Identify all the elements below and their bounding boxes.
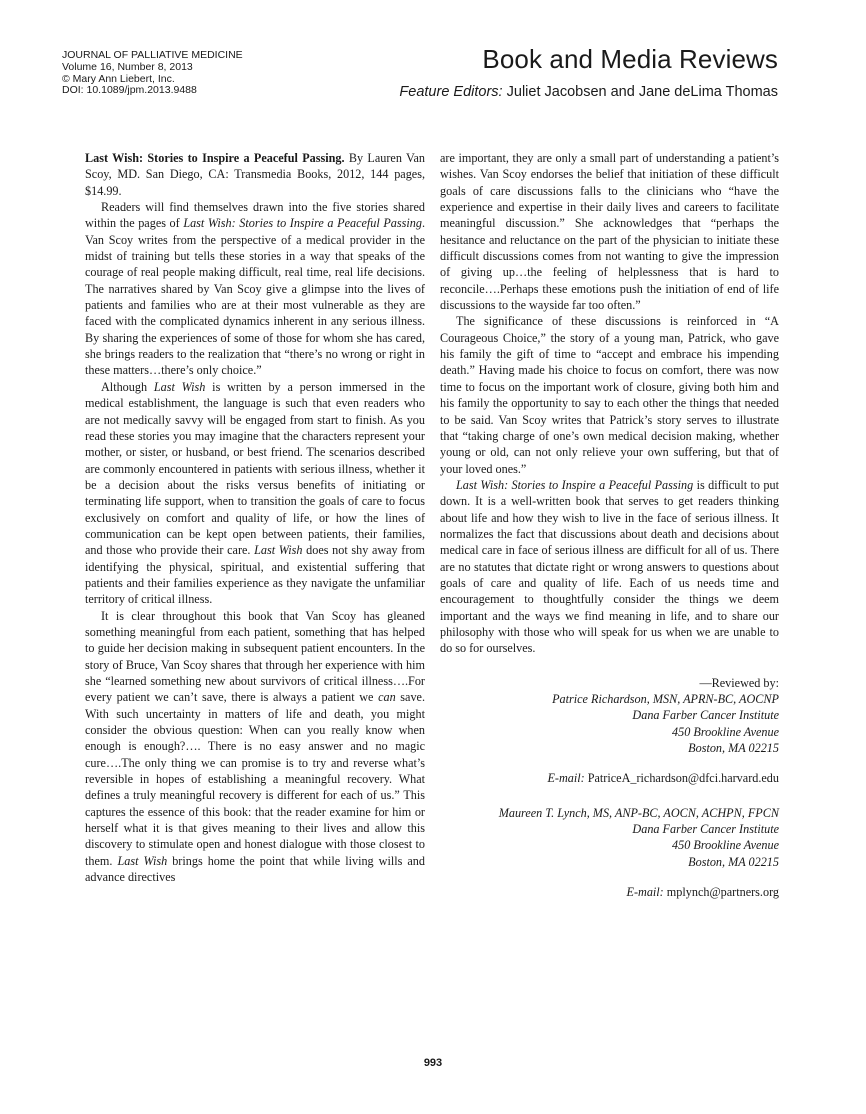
review-citation [85,150,425,199]
journal-volume: Volume 16, Number 8, 2013 [62,60,193,73]
page-number: 993 [423,1057,443,1069]
review-paragraph-3-continued: are important, they are only a small part of understanding a patient’s wishes. Van Scoy endorses the belief that initiation of these difficult goals of care discussions falls to the clinicians who “have the experience and expertise in their daily lives and careers to facilitate meaningful discussion.” She acknowledges that “perhaps the hesitance and reluctance on the part of the physician to initiate these difficult discussions comes from not wanting to give the impression of giving up…the feeling of helplessness that is hard to reconcile….Perhaps these emotions push the initiation of end of life discussions to the wayside far too often.” [440,151,779,313]
reviewer-1-name: Patrice Richardson, MSN, APRN-BC, AOCNP [552,692,779,706]
feature-editors-names: Juliet Jacobsen and Jane deLima Thomas [506,84,778,100]
reviewed-by-label: —Reviewed by: [699,675,779,690]
reviewer-2-city: Boston, MA 02215 [688,854,779,869]
book-title: Last Wish: Stories to Inspire a Peaceful Passing. [85,151,345,165]
book-citation: By Lauren Van Scoy, MD. San Diego, CA: Transmedia Books, 2012, 144 pages, $14.99. [85,151,426,198]
review-paragraph-3: It is clear throughout this book that Van Scoy has gleaned something meaningful from each patient, something that has helped to guide her decision making in subsequent patient encounters. In the story of Bruce, Van Scoy shares that through her experience with him she “learned something new about survivors of critical illness….For every patient we can’t save, there is always a patient we can save. With such uncertainty in matters of life and death, you might consider the obvious question: When can you really know when enough is enough?…. There is no easy answer and no magic cure….The only thing we can promise is to try and reverse what’s reversible in hopes of establishing a meaningful recovery. What defines a truly meaningful recovery is different for each of us.” This captures the essence of this book: that the reader examine for him or herself what it is that gives meaning to their lives and allow this discovery to stimulate open and honest dialogue with those closest to them. Last Wish brings home the point that while living wills and advance directives [85,608,425,885]
review-paragraph-5: Last Wish: Stories to Inspire a Peaceful Passing is difficult to put down. It is a well-written book that serves to get readers thinking about life and how they wish to live in the face of serious illness. It normalizes the fact that discussions about death and decisions about medical care in face of serious illness are difficult for all of us. There are no statutes that dictate right or wrong answers to questions about goals of care and quality of life. Each of us needs time and encouragement to thoughtfully consider the things we deem important and the ways we find meaning in life, and to share our philosophy with those who will speak for us when we are unable to do so for ourselves. [440,477,779,656]
reviewer-2-email[interactable]: mplynch@partners.org [666,885,779,900]
reviewer-1-city: Boston, MA 02215 [688,741,779,756]
feature-editors [399,84,778,100]
reviewer-1-org: Dana Farber Cancer Institute [632,708,779,723]
reviewer-1-street: 450 Brookline Avenue [672,724,779,739]
feature-editors-label: Feature Editors: [399,84,503,100]
journal-info [62,50,243,97]
reviewer-2-org: Dana Farber Cancer Institute [632,822,779,837]
reviewer-1-email-line: E-mail: PatriceA_richardson@dfci.harvard.edu [547,771,779,786]
reviewer-1-email[interactable]: PatriceA_richardson@dfci.harvard.edu [587,771,779,786]
review-paragraph-4: The significance of these discussions is reinforced in “A Courageous Choice,” the story of a young man, Patrick, who gave his family the gift of time to “accept and embrace his impending death.” Having made his choice to focus on comfort, there was now time to focus on the important work of closure, giving both him and his family the opportunity to say to each other the things that needed to be said. Van Scoy writes that Patrick’s story serves to illustrate that “taking charge of one’s own medical decision making, whether young or old, can not only relieve your own suffering, but that of your loved ones.” [440,314,779,476]
right-column [440,150,779,900]
section-title: Book and Media Reviews [482,44,778,74]
reviewer-2-email-line: E-mail: mplynch@partners.org [626,885,779,900]
review-paragraph-1: Readers will find themselves drawn into the five stories shared within the pages of Last Wish: Stories to Inspire a Peaceful Passing. Van Scoy writes from the perspective of a medical provider in the midst of training but tells these stories in a way that speaks of the courage of real people making difficult, real time, real life decisions. The narratives shared by Van Scoy give a glimpse into the lives of patients and families who are at their most vulnerable as they are faced with the complicated dynamics inherent in any serious illness. By sharing the experiences of some of those for whom she has cared, she brings readers to the realization that “there’s no wrong or right in these matters…there’s only choice.” [85,200,425,378]
reviewer-2-street: 450 Brookline Avenue [672,838,779,853]
left-column [85,150,425,885]
journal-name: JOURNAL OF PALLIATIVE MEDICINE [62,49,243,61]
reviewer-2-name: Maureen T. Lynch, MS, ANP-BC, AOCN, ACHPN, FPCN [498,805,779,820]
journal-doi: DOI: 10.1089/jpm.2013.9488 [62,84,197,97]
journal-copyright: © Mary Ann Liebert, Inc. [62,72,175,85]
review-paragraph-2: Although Last Wish is written by a person immersed in the medical establishment, the language is such that even readers who are not medically savvy will be engaged from start to finish. As you read these stories you may imagine that the characters represent your mother, or sister, or husband, or best friend. The scenarios described are commonly encountered in patients with serious illness, whether it be a decision about the risks versus benefits of initiating or terminating life support, when to transition the goals of care to focus exclusively on comfort and quality of life, or how the lines of communication can be kept open between patients, their families, and those who provide their care. Last Wish does not shy away from identifying the physical, spiritual, and existential suffering that patients and their families experience as they navigate the unfamiliar territory of critical illness. [85,379,426,607]
reviewer-signatures [440,675,779,901]
